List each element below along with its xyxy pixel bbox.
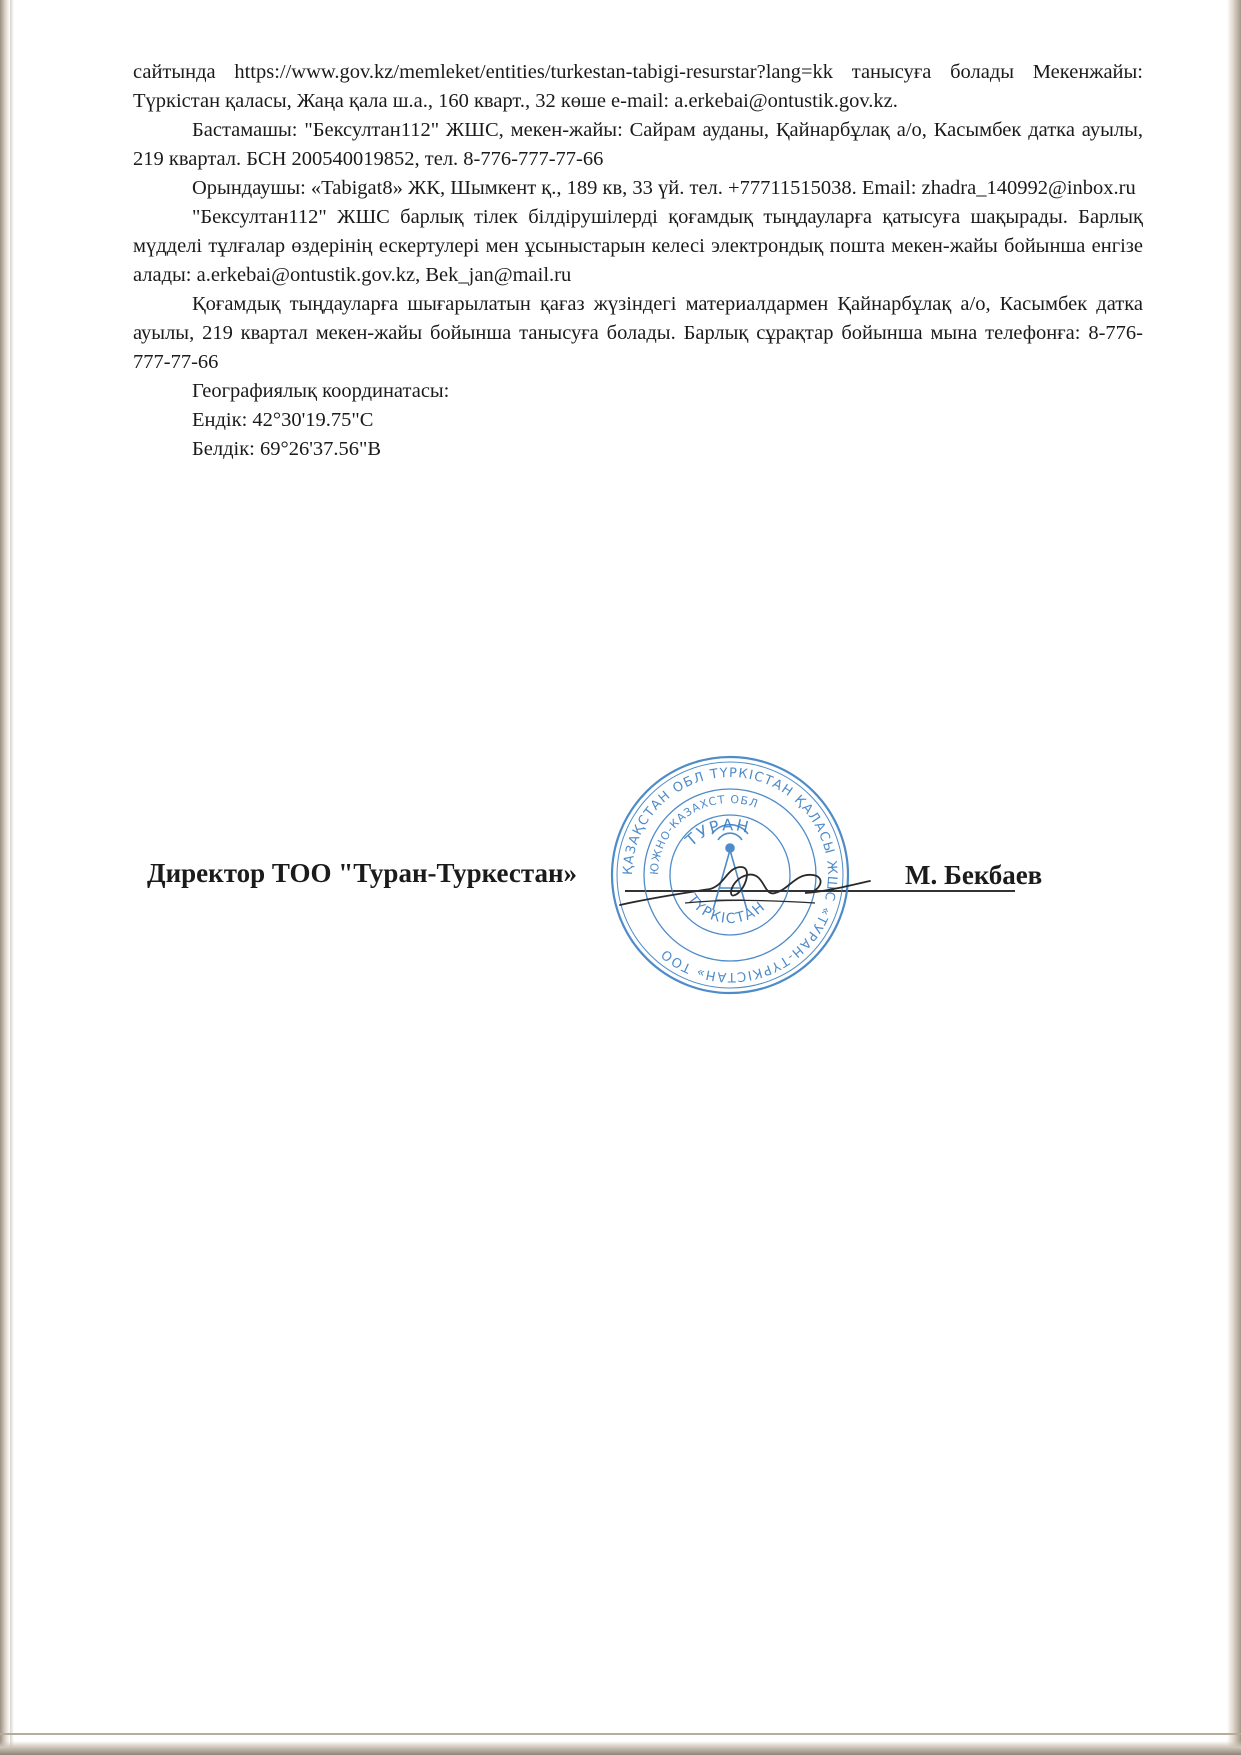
page-edge-bottom (0, 1741, 1241, 1755)
coordinates-heading: Географиялық координатасы: (192, 380, 450, 402)
coordinates-longitude: Белдік: 69°26'37.56"В (192, 438, 382, 460)
paragraph-initiator: Бастамашы: "Бексултан112" ЖШС, мекен-жайы: Сайрам ауданы, Қайнарбұлақ а/о, Касымбек датка ауылы, 219 квартал. БСН 200540019852, тел. 8-776-777-77-66 (133, 119, 1143, 170)
stamp-outer-text: ҚАЗАҚСТАН ОБЛ ТҮРКІСТАН ҚАЛАСЫ ЖШС «ТУРАН-ТҮРКІСТАН» ТОО (620, 765, 840, 985)
signature-block (135, 750, 1095, 1010)
handwritten-signature-icon (615, 845, 875, 928)
document-body (133, 58, 1143, 464)
page-edge-left-inner (10, 0, 14, 1755)
paragraph-executor: Орындаушы: «Tabigat8» ЖК, Шымкент қ., 189 кв, 33 үй. тел. +77711515038. Email: zhadra_140992@inbox.ru (192, 177, 1136, 199)
paragraph-website: сайтында https://www.gov.kz/memleket/entities/turkestan-tabigi-resurstar?lang=kk танысуға болады Мекенжайы: Түркістан қаласы, Жаңа қала ш.а., 160 кварт., 32 көше e-mail: a.erkebai@ontustik.gov.kz. (133, 61, 1143, 112)
director-title: Директор ТОО "Туран-Туркестан» (147, 858, 577, 888)
page-edge-left (0, 0, 10, 1755)
stamp-bottom-text: ТҮРКІСТАН (683, 891, 769, 928)
page-edge-bottom-line (0, 1733, 1241, 1735)
page-edge-right (1227, 0, 1241, 1755)
director-name: М. Бекбаев (905, 860, 1043, 890)
paragraph-invitation: "Бексултан112" ЖШС барлық тілек білдірушілерді қоғамдық тыңдауларға қатысуға шақырады. Барлық мүдделі тұлғалар өздерінің ескертулері мен ұсыныстарын келесі электрондық пошта мекен-жайы бойынша енгізе алады: a.erkebai@ontustik.gov.kz, Bek_jan@mail.ru (133, 206, 1143, 286)
stamp-inner-text: ЮЖНО-КАЗАХСТ ОБЛ (647, 792, 761, 876)
stamp-top-text: ТУРАН (681, 815, 753, 850)
paragraph-materials: Қоғамдық тыңдауларға шығарылатын қағаз жүзіндегі материалдармен Қайнарбұлақ а/о, Касымбек датка ауылы, 219 квартал мекен-жайы бойынша танысуға болады. Барлық сұрақтар бойынша мына телефонға: 8-776-777-77-66 (133, 293, 1143, 373)
coordinates-latitude: Ендік: 42°30'19.75"С (192, 409, 374, 431)
